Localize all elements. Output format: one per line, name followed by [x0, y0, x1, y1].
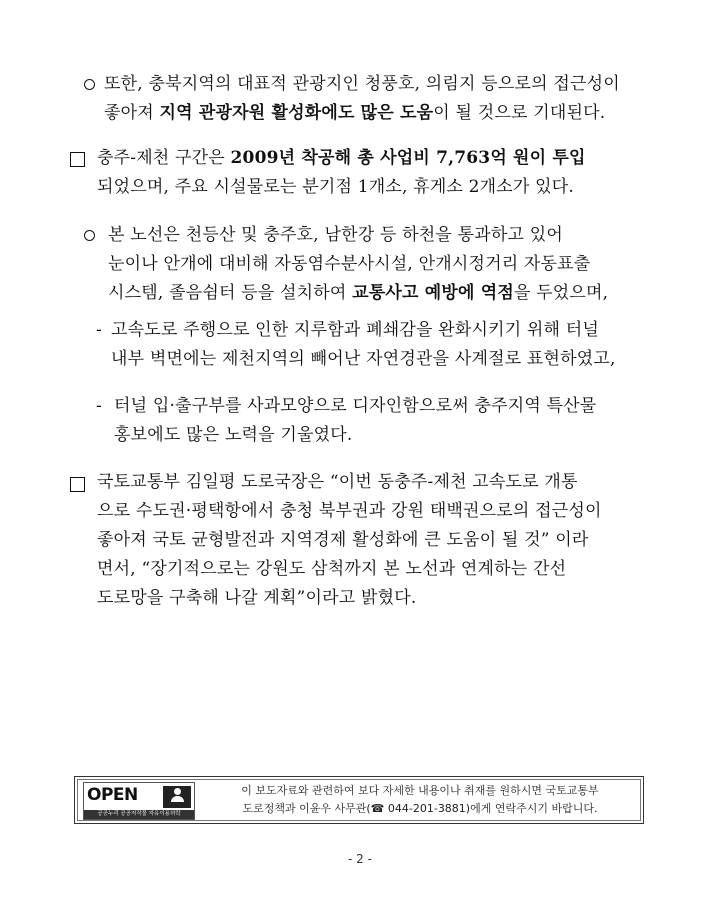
- text-line: 좋아져 지역 관광자원 활성화에도 많은 도움이 될 것으로 기대된다.: [104, 103, 606, 123]
- page-number: - 2 -: [348, 852, 372, 866]
- contact-info-box: [74, 776, 644, 824]
- paragraph-safety-facilities: [108, 221, 608, 308]
- text-line: 면서, “장기적으로는 강원도 삼척까지 본 노선과 연계하는 간선: [97, 559, 567, 579]
- text-line: 시스템, 졸음쉼터 등을 설치하여 교통사고 예방에 역점을 두었으며,: [108, 283, 609, 303]
- text-line: 홍보에도 많은 노력을 기울였다.: [114, 425, 353, 445]
- text-line: 국토교통부 김일평 도로국장은 “이번 동충주-제천 고속도로 개통: [97, 472, 578, 492]
- bullet-circle-icon: [84, 230, 95, 241]
- emphasis-text: 2009년 착공해 총 사업비 7,763억 원이 투입: [230, 148, 586, 168]
- paragraph-tunnel-walls: [111, 316, 616, 374]
- text-line: 되었으며, 주요 시설물로는 분기점 1개소, 휴게소 2개소가 있다.: [97, 177, 574, 197]
- bullet-box-icon: [70, 152, 85, 167]
- open-license-logo: [83, 782, 195, 820]
- text-line: 으로 수도권·평택항에서 충청 북부권과 강원 태백권으로의 접근성이: [97, 501, 602, 521]
- logo-caption: 공공누리 공공저작물 자유이용허락: [84, 810, 194, 819]
- logo-text: OPEN: [87, 785, 138, 805]
- paragraph-tourism: [104, 70, 620, 128]
- text-line: 좋아져 국토 균형발전과 지역경제 활성화에 큰 도움이 될 것” 이라: [97, 530, 589, 550]
- paragraph-director-quote: [97, 468, 602, 613]
- emphasis-text: 지역 관광자원 활성화에도 많은 도움: [159, 103, 434, 123]
- emphasis-text: 교통사고 예방에 역점: [352, 283, 514, 303]
- text-line: 충주-제천 구간은 2009년 착공해 총 사업비 7,763억 원이 투입: [97, 148, 586, 168]
- paragraph-tunnel-entrance: [114, 392, 596, 450]
- text-line: 눈이나 안개에 대비해 자동염수분사시설, 안개시정거리 자동표출: [108, 254, 591, 274]
- bullet-dash: -: [96, 396, 102, 416]
- text-line: 내부 벽면에는 제천지역의 빼어난 자연경관을 사계절로 표현하였고,: [111, 349, 616, 369]
- paragraph-construction: [97, 144, 586, 202]
- bullet-dash: -: [96, 320, 102, 340]
- bullet-circle-icon: [84, 79, 95, 90]
- contact-text: [205, 782, 635, 818]
- bullet-box-icon: [70, 477, 85, 492]
- text-line: 도로망을 구축해 나갈 계획”이라고 밝혔다.: [97, 588, 417, 608]
- text-line: 터널 입·출구부를 사과모양으로 디자인함으로써 충주지역 특산물: [114, 396, 597, 416]
- text-line: 고속도로 주행으로 인한 지루함과 폐쇄감을 완화시키기 위해 터널: [111, 320, 600, 340]
- text-line: 또한, 충북지역의 대표적 관광지인 청풍호, 의림지 등으로의 접근성이: [104, 74, 620, 94]
- text-line: 본 노선은 천등산 및 충주호, 남한강 등 하천을 통과하고 있어: [108, 225, 563, 245]
- contact-line: 이 보도자료와 관련하여 보다 자세한 내용이나 취재를 원하시면 국토교통부: [241, 784, 599, 797]
- attribution-icon: [163, 786, 191, 808]
- contact-line: 도로정책과 이윤우 사무관(☎ 044-201-3881)에게 연락주시기 바랍니다.: [242, 802, 598, 815]
